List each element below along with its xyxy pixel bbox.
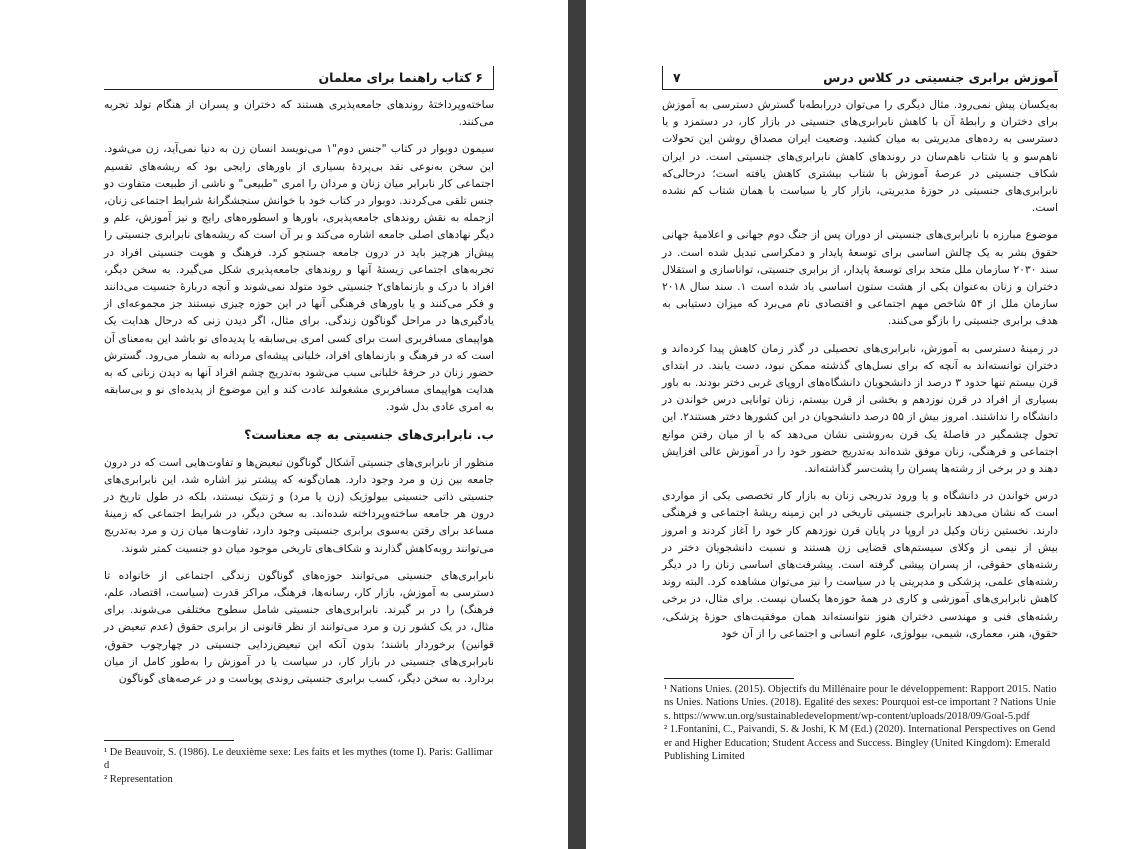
left-page-running-title: کتاب راهنما برای معلمان bbox=[318, 70, 472, 85]
right-paragraph-4: درس خواندن در دانشگاه و یا ورود تدریجی زنان به بازار کار تخصصی یکی از مواردی است که نشان می‌دهد نابرابری جنسیتی تاریخی در این زمینه ریشهٔ اجتماعی و فرهنگی دارند. نخستین زنان وکیل در اروپا در پایان قرن نوزدهم کار خود را آغاز کردند و امروز بیش از نیمی از وکلای سیستم‌های قضایی زن هستند و نسبت دانشجویان دختر در رشته‌های حقوقی، از پسران پیشی گرفته است. پیشرفت‌های اساسی زنان را در دیگر رشته‌های علمی، پزشکی و مدیریتی یا در سیاست را نیز می‌توان مشاهده کرد. البته روند کاهش نابرابری‌های آموزشی و کاری در همهٔ حوزه‌ها یکسان نیست. برای مثال، در برخی رشته‌های فنی و مهندسی دختران هنوز نتوانسته‌اند همان موفقیت‌های حوزهٔ پزشکی، حقوق، هنر، معماری، شیمی، بیولوژی، علوم انسانی و اجتماعی را از آن خود bbox=[662, 489, 1058, 640]
left-footnote-1: ¹ De Beauvoir, S. (1986). Le deuxième sexe: Les faits et les mythes (tome I). Paris: Gallimard bbox=[104, 747, 493, 772]
left-page-header bbox=[104, 66, 494, 90]
right-page bbox=[586, 0, 1141, 849]
left-paragraph-3: منظور از نابرابری‌های جنسیتی آشکال گوناگون تبعیض‌ها و تفاوت‌هایی است که در درون جامعه بین زن و مرد وجود دارد. همان‌گونه که پیشتر نیز اشاره شد، این نابرابری‌های جنسیتی ذاتی جنسیتی بیولوژیک (زن یا مرد) و ژنتیک نیستند، بلکه در طول تاریخ در درون هر جامعه ساخته‌وپرداخته شده‌اند. به سخن دیگر، در شرایط اجتماعی که زمینهٔ مساعد برای رفتن به‌سوی برابری جنسیتی وجود دارد، تفاوت‌ها میان زن و مرد به‌تدریج می‌توانند روبه‌کاهش گذارند و شکاف‌های تاریخی موجود میان دو جنسیت کمتر شوند. bbox=[104, 455, 494, 555]
left-footnote-2: ² Representation bbox=[104, 773, 173, 785]
left-paragraph-2: سیمون دوبوار در کتاب "جنس دوم"۱ می‌نویسد انسان زن به دنیا نمی‌آید، زن می‌شود. این سخن به‌نوعی نقد بی‌پردهٔ بسیاری از باورهای رایجی بود که ریشه‌های تقسیم اجتماعی کار نابرابر میان زنان و مردان را امری "طبیعی" و ناشی از طبیعت متفاوت دو جنس تلقی می‌کردند. دوبوار در کتاب خود با خوانش سنجشگرانهٔ شرایط اجتماعی زنان، ازجمله به نقش روندهای جامعه‌پذیری، باورها و اسطوره‌های رایج و نیز آموزش، علم و دیگر نهادهای اصلی جامعه اشاره می‌کند و بر آن است که ریشه‌های نابرابری جنسیتی را پیش‌از هرچیز باید در درون جامعه جستجو کرد. فرهنگ و هویت جنسیتی افراد در تجربه‌های اجتماعی زیستهٔ آنها و روندهای جامعه‌پذیری شکل می‌گیرد. به سخن دیگر، افراد با درک و بازنماهای۲ جنسیتی خود متولد نمی‌شوند و آنچه دربارهٔ جنسیت می‌دانند و فکر می‌کنند و یا باورهای فرهنگی آنها در این حوزه چیزی نیستند جز مجموعه‌ای از یادگیری‌ها در مراحل گوناگون زندگی. برای مثال، اگر دیدن زنی که درحال هدایت یک هواپیمای مسافربری است برای کسی امری بی‌سابقه یا پدیده‌ای نو باشد این به‌معنای آن است که در فرهنگ و بازنماهای افراد، خلبانی پیشه‌ای مردانه به شمار می‌رود. گسترش حضور زنان در حرفهٔ خلبانی سبب می‌شود به‌تدریج چشم افراد آنها به دیدن زنانی که به هدایت هواپیمای مسافربری مشغولند عادت کند و این موضوع از پدیده‌ای نو و بی‌سابقه به امری عادی بدل شود. bbox=[104, 142, 495, 414]
right-page-body bbox=[662, 96, 1058, 652]
right-footnote-2: ² 1.Fontanini, C., Paivandi, S. & Joshi, K M (Ed.) (2020). International Perspectives on Gender and Higher Education; Student Access and Success. Bingley (United Kingdom): Emerald Publishing Limited bbox=[664, 724, 1056, 763]
right-page-header bbox=[662, 66, 1058, 90]
left-page bbox=[0, 0, 568, 849]
right-paragraph-2: موضوع مبارزه با نابرابری‌های جنسیتی از دوران پس از جنگ دوم جهانی و اعلامیهٔ جهانی حقوق بشر به یک چالش اساسی برای توسعهٔ پایدار و دمکراسی تبدیل شده است. در سند ۲۰۳۰ سازمان ملل متحد برای توسعهٔ پایدار، از برابری جنسیتی، توانا‌سازی و استقلال دختران و زنان به‌عنوان یکی از هشت ستون اساسی یاد شده است ۱. سند سال ۲۰۱۸ سازمان ملل از ۵۴ شاخص مهم اجتماعی و اقتصادی نام می‌برد که میزان دستیابی به هدف برابری جنسیتی را بازگو می‌کنند. bbox=[662, 228, 1059, 328]
book-gutter bbox=[568, 0, 586, 849]
section-heading: ب. نابرابری‌های جنسیتی به چه معناست؟ bbox=[244, 426, 494, 442]
left-footnotes bbox=[104, 746, 494, 786]
right-footnote-rule bbox=[664, 678, 794, 679]
left-page-body bbox=[104, 96, 494, 697]
left-page-number: ۶ bbox=[475, 70, 483, 85]
right-footnotes bbox=[664, 683, 1058, 763]
right-paragraph-1: به‌یکسان پیش نمی‌رود. مثال دیگری را می‌توان دررابطه‌با گسترش دسترسی به آموزش برای دختران و رابطهٔ آن با کاهش نابرابری‌های جنسیتی در بازار کار، در دستمزد و یا دسترسی به رده‌های مدیریتی به میان کشید. وضعیت ایران مصداق روشن این تحولات ناهم‌سو و یا شتاب ناهم‌سان در روندهای کاهش نابرابری‌های جنسیتی است. در ایران شکاف جنسیتی در عرصهٔ آموزش با شتاب بیشتری کاهش یافته است؛ درحالی‌که نابرابری‌های جنسیتی در حوزهٔ مدیریتی، بازار کار یا سیاست با همان شتاب کم نشده است. bbox=[662, 98, 1058, 215]
left-paragraph-4: نابرابری‌های جنسیتی می‌توانند حوزه‌های گوناگون زندگی اجتماعی از خانواده تا دسترسی به آموزش، بازار کار، رسانه‌ها، فرهنگ، مراکز قدرت (سیاست، اقتصاد، علم، فرهنگ) را در بر گیرند. نابرابری‌های جنسیتی شامل سطوح مختلفی می‌شوند. برای مثال، در یک کشور زن و مرد می‌توانند از نظر قانونی از برابری حقوق (عدم تبعیض در قوانین) برخوردار باشند؛ بدون آنکه این تبعیض‌زدایی جنسیتی در چهارچوب حقوق، نابرابری‌های جنسیتی در بازار کار، در سیاست یا در آموزش را به‌طور کامل از میان بردارد. به سخن دیگر، کسب برابری جنسیتی روندی پویاست و در عرصه‌های گوناگون bbox=[104, 568, 494, 686]
right-page-number: ۷ bbox=[673, 70, 681, 85]
right-paragraph-3: در زمینهٔ دسترسی به آموزش، نابرابری‌های تحصیلی در گذر زمان کاهش پیدا کرده‌اند و دختران توانسته‌اند به آنچه که برای نسل‌های گذشته ممکن نبود، دست یابند. در ابتدای قرن بیستم تنها حدود ۳ درصد از دانشجویان دانشگاه‌های اروپای غربی دختر بودند. به باور بسیاری از افراد در قرن نوزدهم و بخشی از قرن بیستم، زنان توانایی درس خواندن در دانشگاه را نداشتند. امروز بیش از ۵۵ درصد دانشجویان در این کشورها دختر هستند۲. این تحول چشمگیر در فاصلهٔ یک قرن به‌روشنی نشان می‌دهد که با از میان رفتن موانع اجتماعی و فرهنگی، زنان موفق شده‌اند به‌تدریج حضور خود را در آموزش عالی افزایش دهند و در برخی از رشته‌ها پسران را پشت‌سر گذاشته‌اند. bbox=[662, 341, 1058, 476]
left-paragraph-1: ساخته‌وپرداختهٔ روندهای جامعه‌پذیری هستند که دختران و پسران از هنگام تولد تجربه می‌کنند. bbox=[104, 98, 494, 129]
right-page-running-title: آموزش برابری جنسیتی در کلاس درس bbox=[823, 70, 1058, 85]
left-footnote-rule bbox=[104, 740, 234, 741]
right-footnote-1: ¹ Nations Unies. (2015). Objectifs du Millénaire pour le développement: Rapport 2015. Nations Unies. Nations Unies. (2018). Egalité des sexes: Pourquoi est-ce important ? Nations Unies. https://www.un.org/sustainabledevelopment/wp-content/uploads/2018/09/Goal-5.pdf bbox=[664, 684, 1057, 722]
